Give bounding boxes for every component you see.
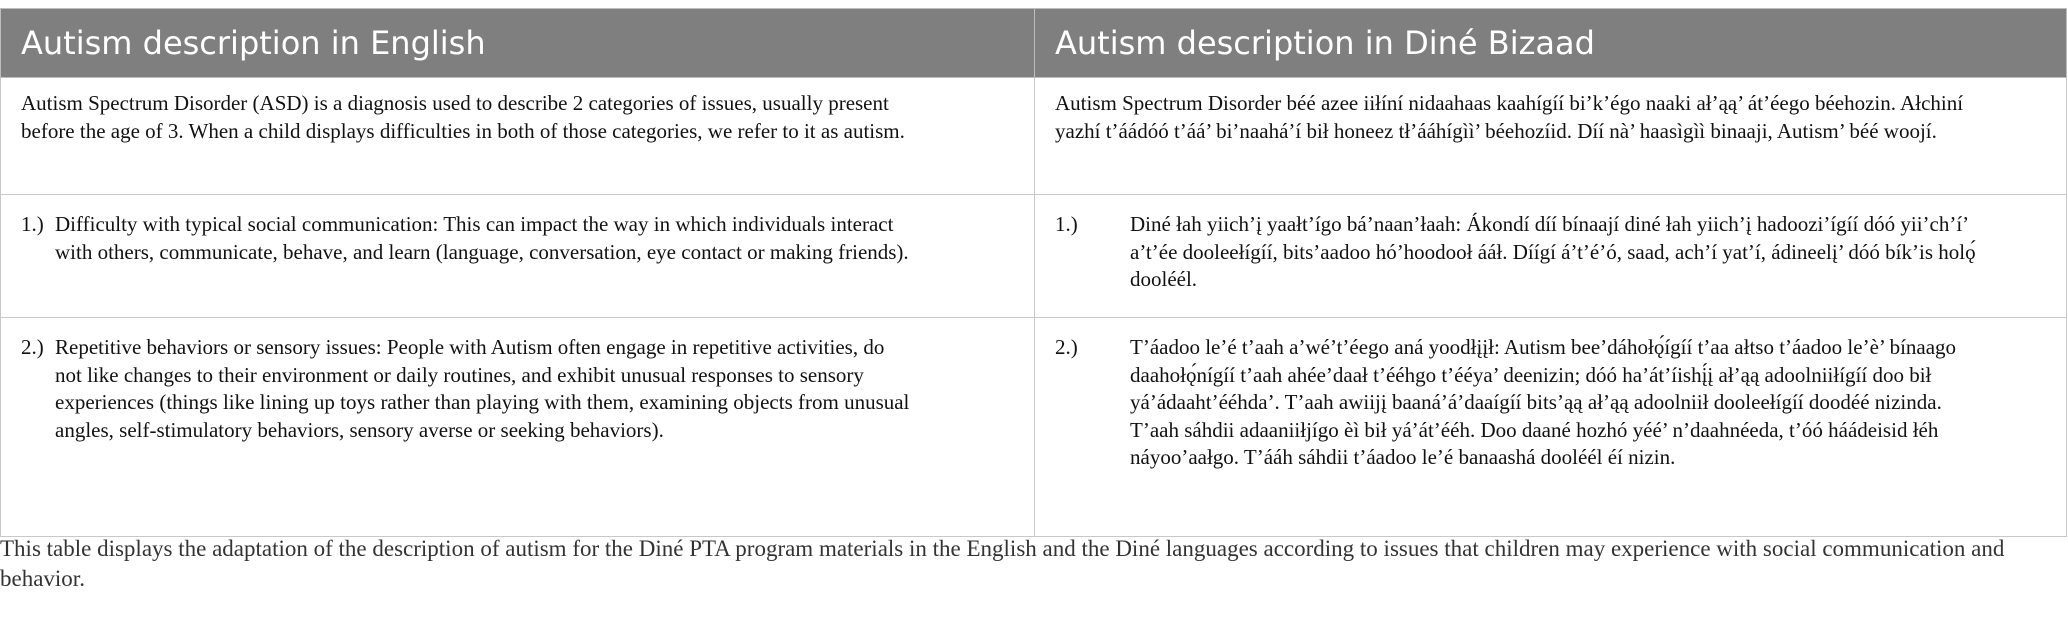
table-header-row [1, 9, 2067, 78]
cell-item-1-dine [1035, 195, 2067, 318]
cell-item-2-dine [1035, 318, 2067, 537]
autism-description-table [0, 8, 2067, 537]
table-row-item-2 [1, 318, 2067, 537]
item-2-english-text: Repetitive behaviors or sensory issues: People with Autism often engage in repetitive activities, do not like changes to their environment or daily routines, and exhibit unusual responses to sensory experiences (things like lining up toys rather than playing with them, examining objects from unusual angles, self-stimulatory behaviors, sensory averse or seeking behaviors). [55, 335, 910, 442]
cell-item-1-english [1, 195, 1035, 318]
item-2-number-english: 2.) [21, 335, 44, 359]
header-english: Autism description in English [1, 9, 1035, 78]
intro-english-text: Autism Spectrum Disorder (ASD) is a diagnosis used to describe 2 categories of issues, usually present before the age of 3. When a child displays difficulties in both of those categories, we refer to it as autism. [21, 91, 905, 143]
cell-item-2-english [1, 318, 1035, 537]
header-dine: Autism description in Diné Bizaad [1035, 9, 2067, 78]
table-caption: This table displays the adaptation of the description of autism for the Diné PTA program materials in the English and the Diné languages according to issues that children may experience with social communication and behavior. [0, 536, 2005, 591]
item-1-dine-text: Diné łah yiich’į yaałt’ígo bá’naan’łaah: Ákondí díí bínaají diné łah yiich’į hadoozi’ígíí dóó yii’ch’í’ a’t’ée dooleełígíí, bits’aadoo hó’hoodooł ááł. Díígí á’t’é’ó, saad, ach’í yat’í, ádineelį’ dóó bík’is holǫ́ dooléél. [1130, 212, 1976, 291]
cell-intro-english [1, 78, 1035, 195]
item-1-number-dine: 1.) [1055, 212, 1078, 236]
intro-dine-text: Autism Spectrum Disorder béé azee iiłíní nidaahaas kaahígíí bi’k’égo naaki ał’ąą’ át’éego béehozin. Ałchiní yazhí t’áádóó t’áá’ bi’naahá’í bił honeez tł’ááhígìì’ béehozíid. Díí nà’ haasìgìì binaaji, Autism’ béé woojí. [1055, 91, 1964, 143]
item-2-number-dine: 2.) [1055, 335, 1078, 359]
item-1-number-english: 1.) [21, 212, 44, 236]
table-row-intro [1, 78, 2067, 195]
item-2-dine-text: T’áadoo le’é t’aah a’wé’t’éego aná yoodłįįł: Autism bee’dáhołǫ́ígíí t’aa ałtso t’áadoo le’è’ bínaago daahołǫ́nígíí t’aah ahée’daał t’ééhgo t’ééya’ deenizin; dóó ha’át’íishį́į ał’ąą adoolniiłígíí doo bił yá’ádaaht’ééhda’. T’aah awiijį baaná’á’daaígíí bits’ąą ał’ąą adoolniił dooleełígíí doodéé nizinda. T’aah sáhdii adaaniiłjígo èì bił yá’át’ééh. Doo daané hozhó yéé’ n’daahnéeda, t’óó háádeisid łéh náyoo’aałgo. T’ááh sáhdii t’áadoo le’é banaashá dooléél éí nizin. [1130, 335, 1957, 469]
cell-intro-dine [1035, 78, 2067, 195]
item-1-english-text: Difficulty with typical social communication: This can impact the way in which individuals interact with others, communicate, behave, and learn (language, conversation, eye contact or making friends). [55, 212, 909, 264]
table-row-item-1 [1, 195, 2067, 318]
